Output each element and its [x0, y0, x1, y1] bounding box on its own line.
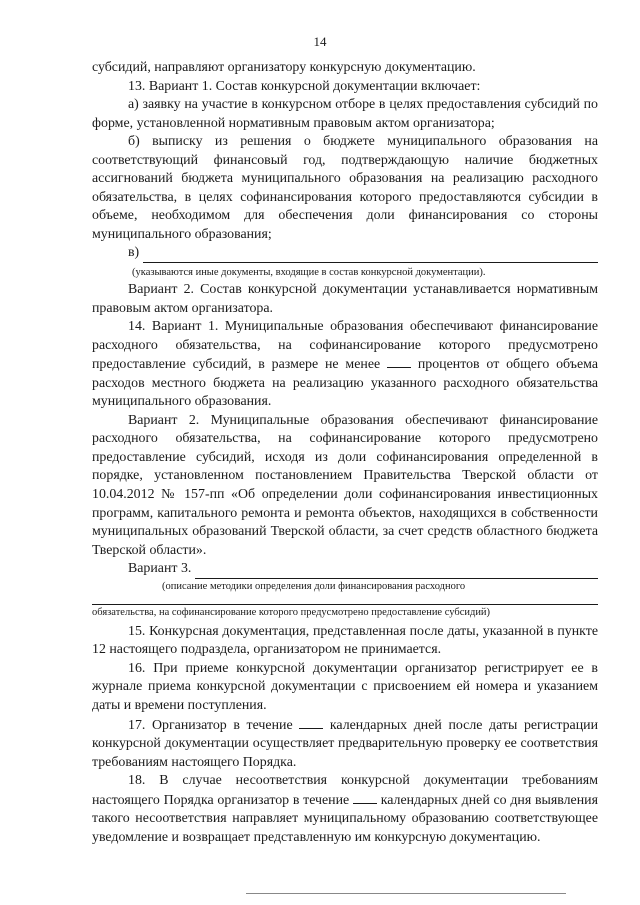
item-18-text-a: 18. В случае несоответствия конкурсной документации требованиям настоящего Порядка организатор в течение	[92, 773, 598, 808]
item-13-title: 13. Вариант 1. Состав конкурсной документации включает:	[128, 78, 481, 94]
item-13-v	[92, 244, 598, 263]
item-16: 16. При приеме конкурсной документации организатор регистрирует ее в журнале приема конкурсной документации с присвоением ей номера и указанием даты и времени поступления.	[92, 660, 598, 713]
item-17-days-blank	[299, 716, 323, 729]
item-13-a: а) заявку на участие в конкурсном отборе в целях предоставления субсидий по форме, установленной нормативным правовым актом организатора;	[92, 97, 598, 131]
item-14-text-b: процентов от общего объема расходов местного бюджета на реализацию указанного расходного обязательства муниципального образования.	[92, 357, 598, 410]
item-14-variant-3-fill-line	[92, 604, 598, 605]
item-13-b: б) выписку из решения о бюджете муниципального образования на соответствующий финансовый год, подтверждающую наличие бюджетных ассигнований бюджета муниципального образования на реализацию расходного обязательства, в целях софинансирования которого предоставляются субсидии в объеме, необходимом для обеспечения доли финансирования со стороны муниципального образования;	[92, 134, 598, 242]
item-14-text-a: 14. Вариант 1. Муниципальные образования обеспечивают финансирование расходного обязательства, на софинансирование которого предусмотрено предоставление субсидий, в размере не менее	[92, 319, 598, 373]
item-17-text-a: 17. Организатор в течение	[128, 717, 293, 733]
item-15: 15. Конкурсная документация, представленная после даты, указанной в пункте 12 настоящего подраздела, организатором не принимается.	[92, 623, 598, 658]
item-13-v-prefix: в)	[128, 245, 140, 261]
item-14-variant-3	[92, 560, 598, 579]
item-18-text-b: календарных дней со дня выявления такого несоответствия направляет муниципальному образованию соответствующее уведомление и возвращает представленную им конкурсную документацию.	[92, 792, 598, 845]
item-17	[92, 716, 598, 773]
item-18	[92, 772, 598, 847]
item-14-percent-blank	[387, 355, 411, 368]
document-body	[92, 59, 598, 847]
item-18-days-blank	[353, 791, 377, 804]
item-13-v-blank	[143, 248, 598, 263]
footer-rule	[246, 893, 566, 894]
item-14-variant-3-blank	[195, 564, 598, 579]
page-number: 14	[313, 34, 327, 49]
item-13-v-note: (указываются иные документы, входящие в состав конкурсной документации).	[132, 267, 486, 279]
item-13-variant-2: Вариант 2. Состав конкурсной документации устанавливается нормативным правовым актом организатора.	[92, 282, 598, 316]
item-14-variant-3-note-1: (описание методики определения доли финансирования расходного	[162, 580, 466, 592]
item-14-variant-3-prefix: Вариант 3.	[128, 561, 192, 577]
item-14-variant-3-note-2: обязательства, на софинансирование которого предусмотрено предоставление субсидий)	[92, 606, 491, 618]
item-14-variant-2: Вариант 2. Муниципальные образования обеспечивают финансирование расходного обязательства, на софинансирование которого предусмотрено предоставление субсидий, исходя из доли софинансирования определенной в порядке, установленном постановлением Правительства Тверской области от 10.04.2012 № 157-пп «Об определении доли софинансирования инвестиционных программ, капитального ремонта и ремонта объектов, находящихся в собственности муниципальных образований Тверской области, за счет средств областного бюджета Тверской области».	[92, 412, 598, 558]
intro-paragraph: субсидий, направляют организатору конкурсную документацию.	[92, 60, 476, 75]
item-17-text-b: календарных дней после даты регистрации конкурсной документации осуществляет предварительную проверку ее соответствия требованиям настоящего Порядка.	[92, 717, 598, 770]
item-14-variant-1	[92, 318, 598, 412]
